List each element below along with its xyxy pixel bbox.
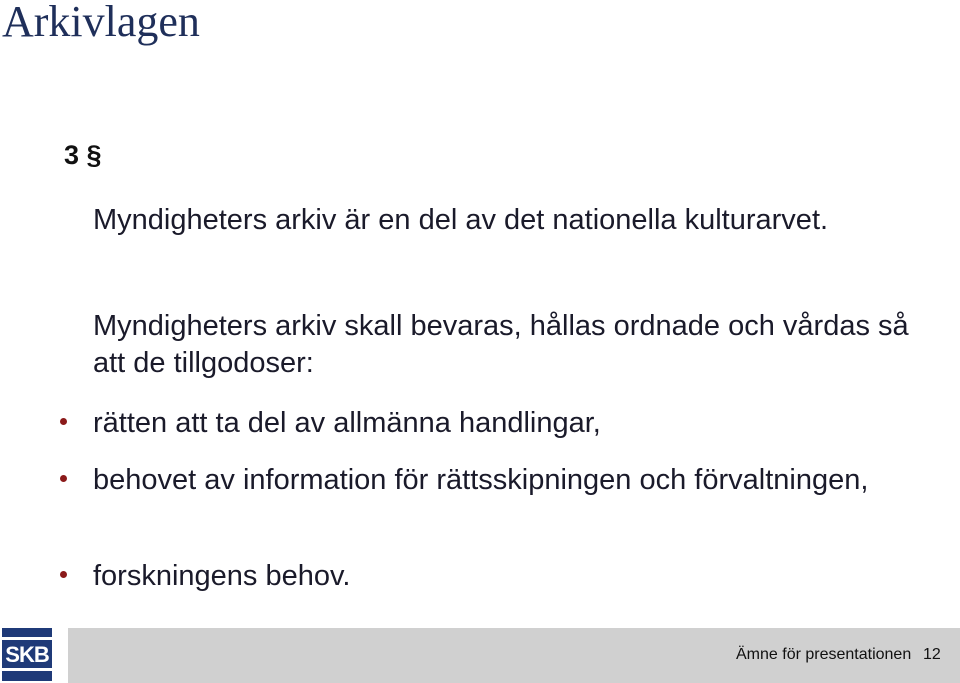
bullet-dot-icon <box>60 418 67 425</box>
logo-text: SKB <box>5 642 49 667</box>
section-reference: 3 § <box>64 140 102 170</box>
page-number: 12 <box>923 646 941 663</box>
bullet-text: forskningens behov. <box>93 560 351 592</box>
bullet-text: rätten att ta del av allmänna handlingar, <box>93 407 601 439</box>
paragraph-preservation: Myndigheters arkiv skall bevaras, hållas ordnade och vårdas så att de tillgodoser: <box>93 310 909 379</box>
paragraph-cultural-heritage: Myndigheters arkiv är en del av det nationella kulturarvet. <box>93 204 829 236</box>
skb-logo <box>2 628 52 681</box>
bullet-dot-icon <box>60 571 67 578</box>
bullet-dot-icon <box>60 475 67 482</box>
bullet-text: behovet av information för rättsskipningen och förvaltningen, <box>93 464 869 496</box>
footer <box>0 628 960 683</box>
footer-topic-label: Ämne för presentationen <box>736 646 912 663</box>
slide-title: Arkivlagen <box>2 0 200 46</box>
